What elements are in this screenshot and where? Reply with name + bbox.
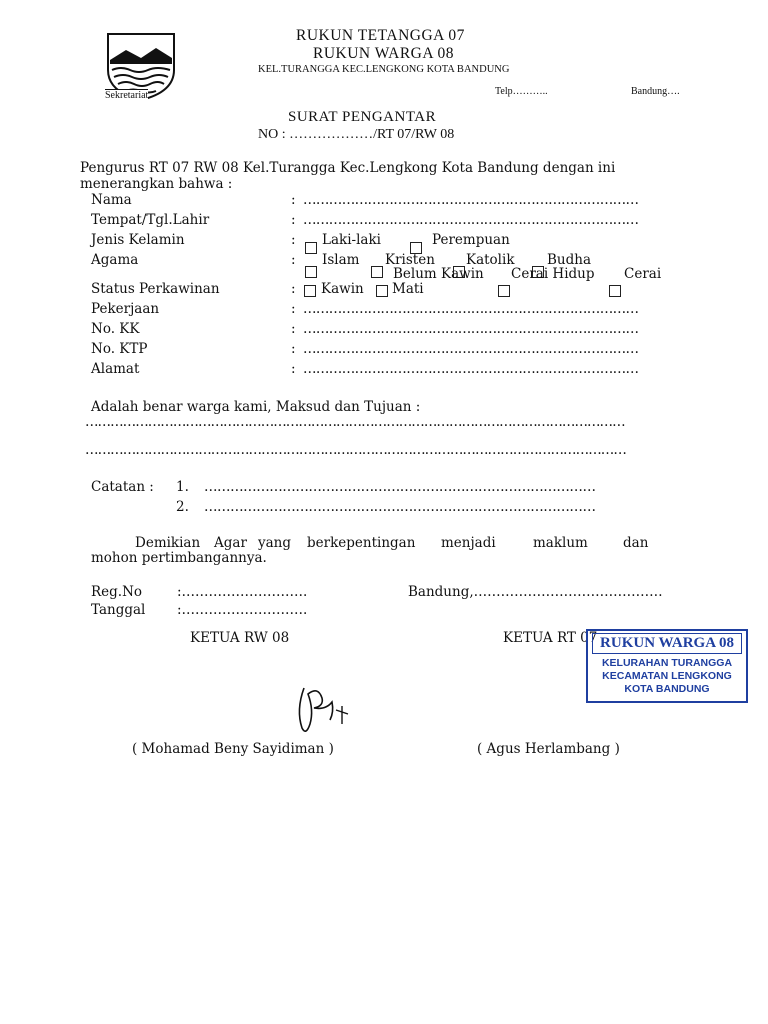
checkbox-cerai[interactable] [609, 285, 621, 297]
colon: : [291, 252, 296, 268]
option-katolik: Katolik [466, 252, 515, 268]
note-number-1: 1. [176, 479, 189, 495]
field-nama-dots[interactable]: …………………………………………………………………… [303, 192, 639, 208]
header-address: KEL.TURANGGA KEC.LENGKONG KOTA BANDUNG [258, 64, 510, 75]
rt-chair-name: ( Agus Herlambang ) [477, 741, 620, 757]
rw-chair-title: KETUA RW 08 [190, 630, 290, 646]
rw-stamp [586, 629, 748, 703]
note-line-2[interactable]: ……………………………………………………………………………… [204, 499, 596, 515]
checkbox-kawin[interactable] [304, 285, 316, 297]
label-nama: Nama [91, 192, 132, 208]
closing-word: maklum [533, 535, 588, 551]
checkbox-islam[interactable] [305, 266, 317, 278]
title-rw: RUKUN WARGA 08 [313, 45, 455, 62]
signature-mark [292, 680, 352, 740]
option-belum-kawin: Belum Kawin [393, 266, 484, 282]
header-telp: Telp……….. [495, 86, 548, 97]
colon: : [291, 212, 296, 228]
closing-word: dan [623, 535, 649, 551]
option-laki: Laki-laki [322, 232, 381, 248]
option-cerai: Cerai [624, 266, 662, 282]
label-agama: Agama [91, 252, 139, 268]
stamp-head: RUKUN WARGA 08 [592, 633, 742, 654]
stamp-line: KELURAHAN TURANGGA [601, 657, 733, 669]
option-budha: Budha [547, 252, 592, 268]
document-number: NO : ………………/RT 07/RW 08 [258, 127, 455, 142]
label-pekerjaan: Pekerjaan [91, 301, 160, 317]
option-islam: Islam [322, 252, 360, 268]
field-reg-no[interactable]: :………………………. [177, 584, 308, 600]
closing-word: yang [258, 535, 292, 551]
option-cerai-hidup: Cerai Hidup [511, 266, 595, 282]
closing-word: Agar [214, 535, 247, 551]
field-alamat-dots[interactable]: …………………………………………………………………… [303, 361, 639, 377]
label-reg-no: Reg.No [91, 584, 143, 600]
intro-line-2: menerangkan bahwa : [80, 176, 233, 192]
rw-chair-name: ( Mohamad Beny Sayidiman ) [132, 741, 334, 757]
label-tanggal: Tanggal [91, 602, 146, 618]
rt-chair-title: KETUA RT 07 [503, 630, 598, 646]
checkbox-mati[interactable] [376, 285, 388, 297]
header-city: Bandung…. [631, 86, 680, 97]
label-ttl: Tempat/Tgl.Lahir [91, 212, 210, 228]
logo-caption: Sekretariat [105, 90, 149, 101]
colon: : [291, 341, 296, 357]
checkbox-laki[interactable] [305, 242, 317, 254]
colon: : [291, 192, 296, 208]
document-title: SURAT PENGANTAR [288, 109, 437, 125]
field-kk-dots[interactable]: …………………………………………………………………… [303, 321, 639, 337]
field-ktp-dots[interactable]: …………………………………………………………………… [303, 341, 639, 357]
purpose-line-2[interactable]: ………………………………………………………………………………………………………………… [85, 442, 626, 458]
notes-label: Catatan : [91, 479, 154, 495]
colon: : [291, 301, 296, 317]
label-status-perkawinan: Status Perkawinan [91, 281, 220, 297]
label-no-kk: No. KK [91, 321, 140, 337]
checkbox-kristen[interactable] [371, 266, 383, 278]
closing-word: menjadi [441, 535, 496, 551]
field-tanggal[interactable]: :………………………. [177, 602, 308, 618]
option-perempuan: Perempuan [432, 232, 510, 248]
colon: : [291, 361, 296, 377]
intro-line-1: Pengurus RT 07 RW 08 Kel.Turangga Kec.Lengkong Kota Bandung dengan ini [80, 160, 616, 176]
purpose-line-1[interactable]: ………………………………………………………………………………………………………………… [85, 414, 625, 430]
colon: : [291, 281, 296, 297]
label-alamat: Alamat [91, 361, 140, 377]
label-no-ktp: No. KTP [91, 341, 148, 357]
colon: : [291, 321, 296, 337]
purpose-label: Adalah benar warga kami, Maksud dan Tujuan : [91, 399, 421, 415]
field-bandung-date[interactable]: Bandung,…………………………………… [408, 584, 663, 600]
option-mati: Mati [392, 281, 424, 297]
note-number-2: 2. [176, 499, 189, 515]
stamp-line: KECAMATAN LENGKONG [602, 670, 732, 682]
checkbox-cerai-hidup[interactable] [498, 285, 510, 297]
colon: : [291, 232, 296, 248]
note-line-1[interactable]: ……………………………………………………………………………… [204, 479, 596, 495]
closing-word: berkepentingan [307, 535, 416, 551]
field-ttl-dots[interactable]: …………………………………………………………………… [303, 212, 639, 228]
closing-line-2: mohon pertimbangannya. [91, 550, 267, 566]
stamp-line: KOTA BANDUNG [624, 683, 710, 695]
label-jenis-kelamin: Jenis Kelamin [91, 232, 185, 248]
field-pekerjaan-dots[interactable]: …………………………………………………………………… [303, 301, 639, 317]
closing-word: Demikian [135, 535, 201, 551]
option-kristen: Kristen [385, 252, 435, 268]
title-rt: RUKUN TETANGGA 07 [296, 27, 465, 44]
option-kawin: Kawin [321, 281, 364, 297]
